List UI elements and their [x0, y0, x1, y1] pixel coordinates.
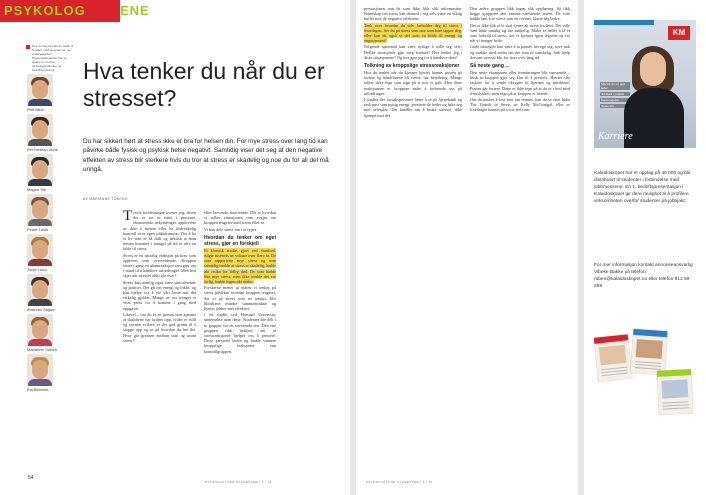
portrait-face — [32, 160, 48, 179]
sidebar-note-text: Hva du har på lysta du setter å fa latter i stress-systemet, ser undersøkelse? Psykologistudenter har du sjekke ut med tre psykologistudenter og bedriftspsykologi. — [32, 44, 73, 72]
magazine-cover-image — [594, 20, 696, 148]
magazine-thumbnail — [631, 329, 668, 375]
portrait-face — [32, 360, 48, 379]
paragraph: Den neste eksamenen eller fremføringen blir stressende – husk at kroppen gjør seg klar til å prestere. Hjertet slår raskere for å sende oksygen til hjernen og musklene. Pusten går fortere. Dette er ikke tegn på at du er i ferd med å mislykkes, men tegn på at kroppen er beredt. — [470, 70, 570, 96]
thumbnail-band — [657, 369, 691, 377]
portrait-shirt — [28, 139, 52, 146]
subheading: Så neste gang ... — [470, 63, 510, 70]
paragraph: Forskerne mener at måten vi tenker på stress påvirker hvordan kroppen reagerer. Ser vi på stress som en ressurs, blir blodårene mindre sammentrukne og hjertet jobber mer effektivt. — [204, 285, 276, 312]
contributor-photo — [27, 314, 53, 346]
paragraph: Stress kan nemlig også være stimulerende og positivt. Det gir oss energi og fokus, og kan hjelpe oss å yte vårt beste når det virkelig gjelder. Mange av oss trenger et visst press for å komme i gang med oppgaver. — [123, 279, 196, 311]
cover-line: Jobbsøk i praksis — [600, 92, 630, 96]
portrait-shirt — [28, 379, 52, 386]
contributor-photo — [27, 354, 53, 386]
contributor-photo — [27, 194, 53, 226]
highlighted-text: Et klassisk studie, gjort ved Stanford, fulgte tusenvis av voksne over flere år. De som rapporterte mye stress og som samtidig trodde at stress er skadelig, hadde økt risiko for tidlig død. De som hadde like mye stress, men ikke trodde det var farlig, hadde ingen økt risiko. — [204, 247, 276, 285]
contributor — [24, 154, 76, 192]
page-footer: PSYKOLOGI FOR STUDENTER | 2 / 16 — [205, 480, 272, 484]
contributor-name: Andreas Saglen — [27, 307, 56, 312]
contributor — [24, 234, 76, 272]
paragraph: Stress er en naturlig reaksjon på krav som oppleves som overveldende. Kroppen setter i gang en alarmreaksjon som gjør oss i stand til å håndtere utfordringer. Men hva skjer når stresset aldri går over? — [123, 252, 196, 279]
subheading: Hvordan du tenker om eget stress, gjør en forskjell — [204, 234, 276, 247]
paragraph: Vi kan dele stress inn i to typer. — [204, 226, 257, 232]
paragraph: Gode strategier kan være å ta pauser, bevege seg, sove nok og snakke med andre om det som er vanskelig. Søk hjelp dersom stresset blir for stort over lang tid. — [470, 44, 570, 60]
section-title: PSYKOLOG — [4, 3, 86, 18]
page-footer: PSYKOLOGI FOR STUDENTER | 2 / 16 — [366, 480, 433, 484]
contributor — [24, 114, 76, 152]
cover-line: Slik blir du en god leder — [600, 82, 630, 90]
paragraph: eller krevende man møter. Det er hvordan vi tolker situasjonen som avgjør om kroppen reagerer med stress eller ro. — [204, 210, 276, 226]
article-column-3 — [364, 6, 462, 471]
contributor-name: Marianne Tveten — [27, 347, 57, 352]
left-page — [0, 0, 350, 495]
contributor-name: Peder Lavik — [27, 227, 49, 232]
red-square-icon — [26, 45, 30, 49]
portrait-face — [32, 280, 48, 299]
paragraph: Den andre gruppen fikk ingen slik opplæring. Så fikk begge gruppene den samme stressende testen. De som hadde lært å se stress som en ressurs, klarte seg bedre. — [470, 6, 570, 22]
thumbnail-band — [633, 329, 667, 337]
paragraph: Følgende spørsmål kan være nyttige å stille seg selv: Hvilke situasjoner gjør meg stresset? Hva tenker jeg i disse situasjonene? Og hva gjør jeg for å håndtere dem? — [364, 44, 462, 60]
portrait-face — [32, 80, 48, 99]
magazine-title: Karriere — [598, 131, 633, 142]
article-column-1 — [123, 210, 196, 344]
cover-model-body — [624, 88, 684, 148]
contributor — [24, 74, 76, 112]
paragraph: Det er ikke slik at vi skal fjerne alt stress fra livet. Det ville vært både umulig og lite ønskelig. Målet er heller å få et sunt forhold til stress, der vi kjenner igjen tegnene og vet når vi trenger hvile. — [470, 22, 570, 44]
portrait-shirt — [28, 179, 52, 186]
portrait-shirt — [28, 339, 52, 346]
portrait-shirt — [28, 99, 52, 106]
contributor — [24, 354, 76, 392]
contributor-name: Tonje Lund — [27, 267, 47, 272]
section-title-continued: ENE — [120, 3, 150, 18]
cover-line: Studentliv — [600, 104, 630, 108]
contributor-name: Ela Behnele — [27, 387, 49, 392]
magazine-thumbnail — [657, 369, 693, 415]
magazine-logo: KM — [668, 26, 690, 40]
contributor-name: Magne Vik — [27, 187, 46, 192]
portrait-face — [32, 120, 48, 139]
contributor-photo — [27, 154, 53, 186]
paragraph — [364, 23, 462, 44]
contributor-photo — [27, 274, 53, 306]
contributor-list — [24, 74, 76, 392]
thumbnail-photo — [599, 345, 627, 366]
subheading: Tolkning av kroppslige stressreaksjoner — [364, 63, 460, 70]
contributor — [24, 274, 76, 312]
cover-line: Karriereguide — [600, 98, 630, 102]
contributor-name: Rolf Mehl — [27, 107, 44, 112]
portrait-shirt — [28, 299, 52, 306]
right-page — [356, 0, 578, 495]
article-column-2 — [204, 210, 276, 355]
ad-contact-info: For mer informasjon kontakt annonseansvarlig Vibeke Bakke på telefon: ruben@kalaidoskopet.no eller telefon 913 59 299 — [594, 263, 693, 289]
page-number: 54 — [28, 475, 34, 481]
contributor-photo — [27, 114, 53, 146]
article-column-4 — [470, 6, 570, 471]
article-lead: Du har sikkert hørt at stress ikke er bra for helsen din. For mye stress over lang tid kan påvirke både fysisk og psykisk helse negativt. Samtidig viser det seg at den negative effekten av stress blir sterkere hvis du tror at stress er skadelig og noe du for all del må unngå. — [83, 138, 329, 174]
paragraph: Travle forelesninger kvener seg, eksen der er tar av natet i personer, ekonomiske bekymringer, opplevelse av ikke å mestre eller ha tilstrekkelig kontroll over egen jobbsituasjon. Det å ha et liv som er så fullt og hektisk at man nesten kommer i mangel på tid er ofte en kilde til stress. — [123, 208, 196, 252]
sidebar-note — [24, 44, 76, 72]
thumbnail-band — [594, 334, 628, 344]
portrait-face — [32, 200, 48, 219]
paragraph: Hva du tenker når du kjenner hjertet hamre, pusten gå fortere og håndflatene bli svette, har betydning. Mange tolker slike tegn som tegn på at noe er galt. Men disse reaksjonene er kroppens måte å forberede oss på utfordringer. — [364, 70, 462, 96]
paragraph: I studier der forsøkspersoner lærte å se på hjertebank og rask pust som nyttig energi, presterte de bedre og følte seg mer selvsikre. Det handler om å bruke stresset, ikke kjempe mot det. — [364, 97, 462, 118]
contributor — [24, 194, 76, 232]
magazine-thumbnail — [594, 334, 632, 381]
advertisement-page — [584, 0, 706, 495]
contributor-photo — [27, 234, 53, 266]
byline: AV MARIANNE TOKENG — [83, 197, 128, 201]
contributor-photo — [27, 74, 53, 106]
ad-magazine-thumbnails — [596, 330, 696, 420]
contributor-sidebar — [24, 44, 76, 394]
highlighted-text: Tenk over hvordan du selv forholder deg til stress i hverdagen. Ser du på stress som noe som bare tapper deg, eller kan du også se det som en kilde til energi og engasjement? — [364, 22, 462, 44]
portrait-face — [32, 240, 48, 259]
paragraph: prestasjonen enn de som ikke fikk slik informasjon. Kunnskap om stress kan dermed i seg selv være en viktig buffer mot de negative effektene. — [364, 6, 462, 22]
cover-model-face — [640, 52, 666, 86]
paragraph: Om du ønsker å lese mer om temaet, kan du se etter boka The Upside of Stress av Kelly McGonigal, eller se foredraget hennes på www.ted.com. — [470, 97, 570, 113]
contributor — [24, 314, 76, 352]
thumbnail-photo — [636, 339, 663, 359]
contributor-name: Per Kristian Aune — [27, 147, 58, 152]
article-title: Hva tenker du når du er stresset? — [83, 58, 325, 111]
portrait-shirt — [28, 219, 52, 226]
cover-stripe — [594, 20, 654, 25]
portrait-shirt — [28, 259, 52, 266]
ad-description: Kalaidoskopet har et opplag på 40 000 og blir distribuert til studenter i forbindelse med jobbmessene. En 1. bedriftspresentasjon i Kalaidoskopet gir dere mulighet til å profilere virksomheten overfor studenter på jobbjakt. — [594, 171, 691, 204]
drop-cap: T — [123, 208, 133, 224]
paragraph: I en studie ved Harvard University undersøkte man dette. Studenter ble delt i to grupper før en stressende test. Den ene gruppen fikk beskjed om at stressreaksjoner hjelper oss å prestere. Disse presterte bedre og hadde sunnere kroppslige reaksjoner enn kontrollgruppen. — [204, 312, 276, 354]
paragraph: Likevel – om du er en person som kjenner at skuldrene har krøpet opp, hodet er fullt og søvnen svikter, er det god grunn til å stoppe opp og se på hvordan du har det. Hvor går grensen mellom sunt og usunt stress? — [123, 311, 196, 343]
cover-lines — [600, 82, 630, 110]
paragraph — [204, 248, 276, 284]
thumbnail-photo — [661, 379, 688, 398]
portrait-face — [32, 320, 48, 339]
